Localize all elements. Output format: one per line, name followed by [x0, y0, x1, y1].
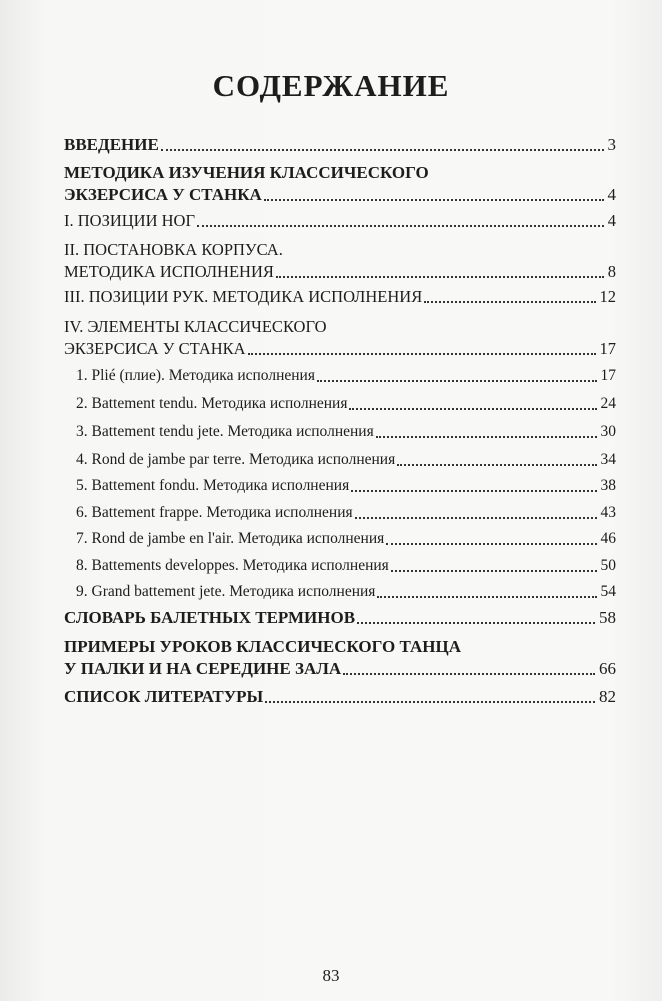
toc-page-number: 17	[600, 367, 616, 384]
toc-entry-title-continued: У ПАЛКИ И НА СЕРЕДИНЕ ЗАЛА	[64, 659, 342, 678]
toc-page-number: 82	[599, 687, 616, 706]
toc-entry-title: 4. Rond de jambe par terre. Методика исполнения	[76, 451, 396, 468]
toc-entry-title: 5. Battement fondu. Методика исполнения	[76, 477, 350, 494]
toc-page-number: 38	[600, 477, 616, 494]
toc-entry-title: 2. Battement tendu. Методика исполнения	[76, 395, 348, 412]
toc-entry-battement-frappe	[76, 502, 616, 524]
toc-entry-rond-de-jambe-en-lair	[76, 528, 616, 550]
dot-leader	[386, 543, 596, 545]
dot-leader	[161, 149, 604, 151]
toc-entry-plie	[76, 365, 616, 387]
toc-page-number: 34	[600, 451, 616, 468]
toc-page-number: 43	[600, 504, 616, 521]
dot-leader	[424, 301, 595, 303]
toc-entry-title: СЛОВАРЬ БАЛЕТНЫХ ТЕРМИНОВ	[64, 608, 356, 627]
toc-page-number: 17	[599, 339, 616, 358]
toc-entry-battement-tendu-jete	[76, 421, 616, 443]
dot-leader	[355, 517, 597, 519]
toc-entry-title: 6. Battement frappe. Методика исполнения	[76, 504, 353, 521]
dot-leader	[248, 353, 596, 355]
toc-page-number: 8	[607, 262, 616, 281]
toc-entry-title: ВВЕДЕНИЕ	[64, 135, 159, 154]
toc-entry-battement-fondu	[76, 475, 616, 497]
toc-entry-barre-elements	[64, 316, 616, 360]
toc-entry-feet-positions	[64, 210, 616, 232]
toc-page-number: 50	[600, 557, 616, 574]
toc-entry-body-posture	[64, 239, 616, 283]
toc-entry-title: II. ПОСТАНОВКА КОРПУСА.	[64, 240, 283, 259]
page-number: 83	[322, 966, 340, 985]
toc-entry-introduction	[64, 134, 616, 156]
page-title: СОДЕРЖАНИЕ	[212, 68, 450, 103]
dot-leader	[197, 225, 604, 227]
dot-leader	[397, 464, 596, 466]
toc-entry-title-continued: ЭКЗЕРСИСА У СТАНКА	[64, 339, 246, 358]
toc-entry-bibliography	[64, 686, 616, 708]
dot-leader	[276, 276, 604, 278]
toc-page-number: 4	[607, 185, 616, 204]
dot-leader	[264, 199, 604, 201]
dot-leader	[391, 570, 597, 572]
toc-entry-title-continued: МЕТОДИКА ИСПОЛНЕНИЯ	[64, 262, 274, 281]
dot-leader	[349, 408, 596, 410]
toc-entry-title: СПИСОК ЛИТЕРАТУРЫ	[64, 687, 264, 706]
toc-page-number: 58	[599, 608, 616, 627]
dot-leader	[351, 490, 596, 492]
toc-entry-ballet-dictionary	[64, 607, 616, 629]
toc-entry-title: ПРИМЕРЫ УРОКОВ КЛАССИЧЕСКОГО ТАНЦА	[64, 637, 462, 656]
toc-entry-title: I. ПОЗИЦИИ НОГ	[64, 211, 196, 230]
toc-entry-title: 9. Grand battement jete. Методика исполнения	[76, 583, 376, 600]
toc-entry-battement-tendu	[76, 393, 616, 415]
toc-entry-title-continued: ЭКЗЕРСИСА У СТАНКА	[64, 185, 262, 204]
toc-entry-battements-developpes	[76, 555, 616, 577]
toc-entry-title: 8. Battements developpes. Методика исполнения	[76, 557, 389, 574]
toc-page-number: 46	[600, 530, 616, 547]
toc-entry-grand-battement-jete	[76, 581, 616, 603]
toc-entry-title: 1. Plié (плие). Методика исполнения	[76, 367, 315, 384]
toc-entry-title: МЕТОДИКА ИЗУЧЕНИЯ КЛАССИЧЕСКОГО	[64, 163, 429, 182]
toc-entry-lesson-examples	[64, 636, 616, 680]
toc-entry-title: 3. Battement tendu jete. Методика исполнения	[76, 423, 374, 440]
toc-entry-arm-positions	[64, 286, 616, 308]
toc-page-number: 3	[607, 135, 616, 154]
toc-entry-title: III. ПОЗИЦИИ РУК. МЕТОДИКА ИСПОЛНЕНИЯ	[64, 287, 423, 306]
toc-page-number: 54	[600, 583, 616, 600]
dot-leader	[357, 622, 595, 624]
toc-entry-method-barre	[64, 162, 616, 206]
toc-page-number: 12	[599, 287, 616, 306]
dot-leader	[376, 436, 597, 438]
toc-entry-title: 7. Rond de jambe en l'air. Методика исполнения	[76, 530, 385, 547]
toc-page-number: 30	[600, 423, 616, 440]
toc-page-number: 66	[599, 659, 616, 678]
toc-entry-rond-de-jambe-par-terre	[76, 449, 616, 471]
toc-page-number: 4	[607, 211, 616, 230]
dot-leader	[377, 596, 596, 598]
dot-leader	[317, 380, 597, 382]
dot-leader	[343, 673, 595, 675]
toc-entry-title: IV. ЭЛЕМЕНТЫ КЛАССИЧЕСКОГО	[64, 317, 327, 336]
toc-page-number: 24	[600, 395, 616, 412]
dot-leader	[265, 701, 595, 703]
